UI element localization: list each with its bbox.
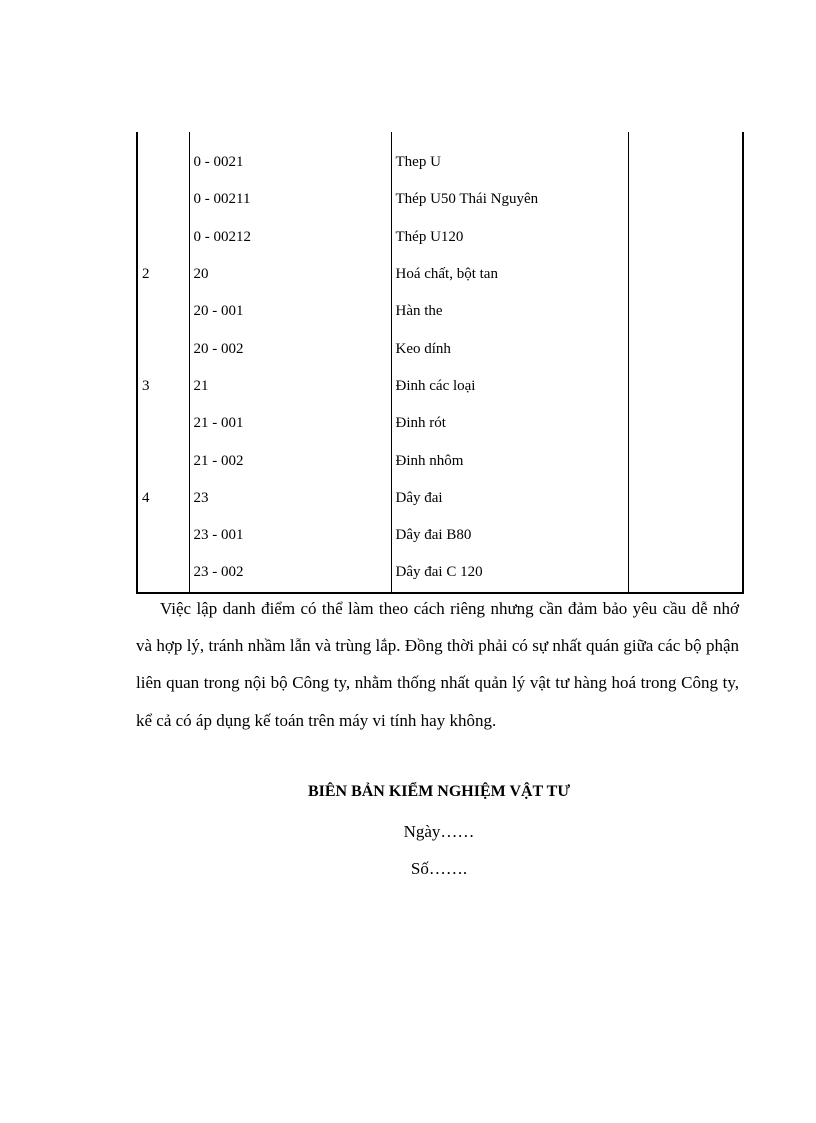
code-cell: 23 - 001 [189,517,391,554]
code-cell: 20 [189,256,391,293]
material-name-cell: Thép U120 [391,219,628,256]
note-cell [628,330,743,367]
code-cell: 23 [189,480,391,517]
row-number-cell [137,442,189,479]
row-number-cell: 4 [137,480,189,517]
row-number-cell [137,293,189,330]
note-cell [628,480,743,517]
row-number-cell [137,554,189,592]
material-name-cell: Đinh các loại [391,368,628,405]
note-cell [628,132,743,181]
row-number-cell: 2 [137,256,189,293]
code-cell: 0 - 0021 [189,132,391,181]
form-number-line: Số……. [410,859,468,878]
table-row [137,517,743,554]
table-row [137,330,743,367]
material-name-cell: Đinh nhôm [391,442,628,479]
row-number-cell [137,405,189,442]
material-name-cell: Dây đai C 120 [391,554,628,592]
code-cell: 21 [189,368,391,405]
note-cell [628,405,743,442]
code-cell: 20 - 002 [189,330,391,367]
note-cell [628,554,743,592]
table-row [137,181,743,218]
row-number-cell [137,219,189,256]
note-cell [628,517,743,554]
code-cell: 0 - 00211 [189,181,391,218]
material-code-table [136,132,744,594]
code-cell: 23 - 002 [189,554,391,592]
note-cell [628,181,743,218]
body-paragraph: Việc lập danh điểm có thể làm theo cách riêng nhưng cần đảm bảo yêu cầu dễ nhớ và hợp lý, tránh nhầm lẫn và trùng lắp. Đồng thời phải có sự nhất quán giữa các bộ phận liên quan trong nội bộ Công ty, nhằm thống nhất quản lý vật tư hàng hoá trong Công ty, kể cả có áp dụng kế toán trên máy vi tính hay không. [136,599,739,730]
material-name-cell: Hoá chất, bột tan [391,256,628,293]
note-cell [628,368,743,405]
note-cell [628,219,743,256]
material-name-cell: Thép U50 Thái Nguyên [391,181,628,218]
note-cell [628,442,743,479]
row-number-cell [137,132,189,181]
material-name-cell: Dây đai B80 [391,517,628,554]
material-name-cell: Dây đai [391,480,628,517]
form-date-line: Ngày…… [403,822,475,841]
row-number-cell [137,330,189,367]
note-cell [628,256,743,293]
row-number-cell: 3 [137,368,189,405]
material-name-cell: Đinh rót [391,405,628,442]
code-cell: 21 - 001 [189,405,391,442]
form-title: BIÊN BẢN KIỂM NGHIỆM VẬT TƯ [307,783,571,800]
material-name-cell: Hàn the [391,293,628,330]
table-row [137,256,743,293]
table-row [137,368,743,405]
table-row [137,132,743,181]
row-number-cell [137,181,189,218]
table-row [137,442,743,479]
code-cell: 0 - 00212 [189,219,391,256]
material-name-cell: Keo dính [391,330,628,367]
row-number-cell [137,517,189,554]
code-cell: 20 - 001 [189,293,391,330]
table-row [137,554,743,592]
table-row [137,219,743,256]
table-row [137,480,743,517]
table-row [137,293,743,330]
code-cell: 21 - 002 [189,442,391,479]
material-name-cell: Thep U [391,132,628,181]
table-row [137,405,743,442]
note-cell [628,293,743,330]
